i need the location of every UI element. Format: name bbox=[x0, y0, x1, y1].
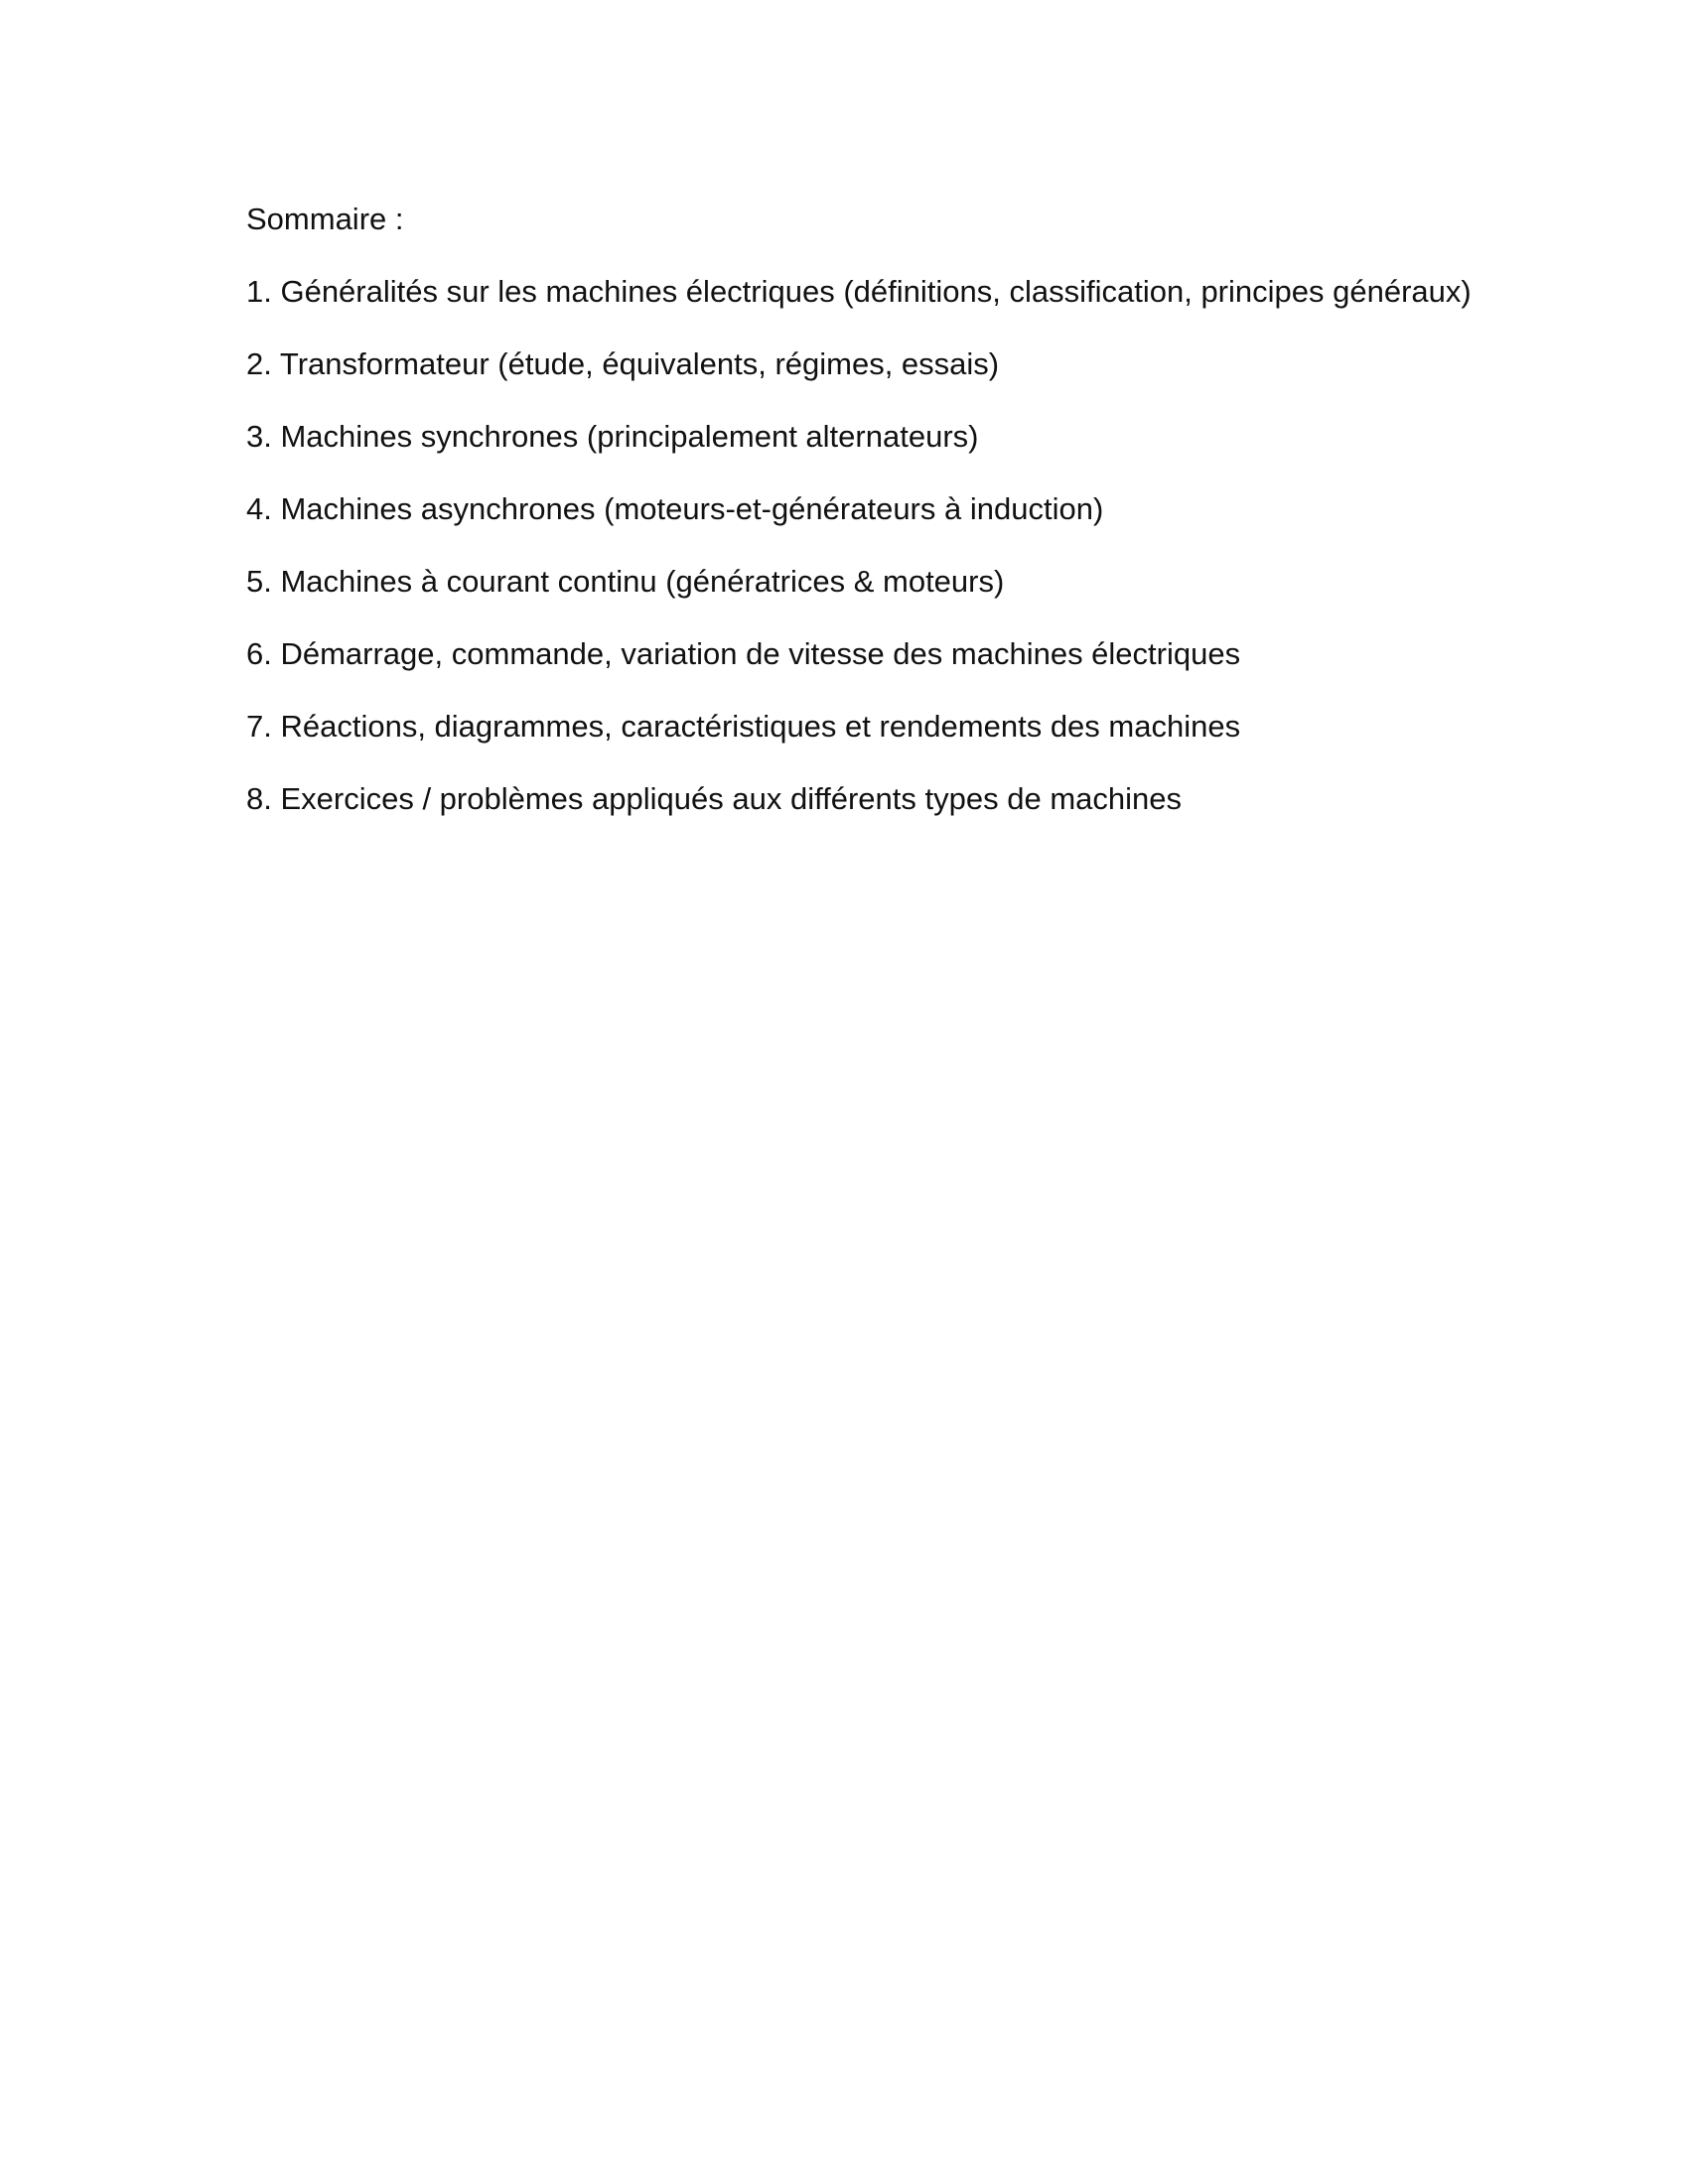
summary-item-4: 4. Machines asynchrones (moteurs-et-générateurs à induction) bbox=[246, 491, 1104, 526]
summary-list bbox=[246, 267, 1477, 824]
summary-item-6: 6. Démarrage, commande, variation de vitesse des machines électriques bbox=[246, 636, 1241, 671]
summary-item-3: 3. Machines synchrones (principalement alternateurs) bbox=[246, 419, 979, 454]
summary-item-8: 8. Exercices / problèmes appliqués aux différents types de machines bbox=[246, 781, 1182, 816]
summary-heading: Sommaire : bbox=[246, 202, 404, 236]
summary-section bbox=[246, 195, 1477, 847]
summary-item-7: 7. Réactions, diagrammes, caractéristiques et rendements des machines bbox=[246, 709, 1241, 744]
summary-item-1: 1. Généralités sur les machines électriques (définitions, classification, principes généraux) bbox=[246, 274, 1472, 309]
summary-item-2: 2. Transformateur (étude, équivalents, régimes, essais) bbox=[246, 346, 1000, 381]
summary-item-5: 5. Machines à courant continu (génératrices & moteurs) bbox=[246, 564, 1005, 599]
